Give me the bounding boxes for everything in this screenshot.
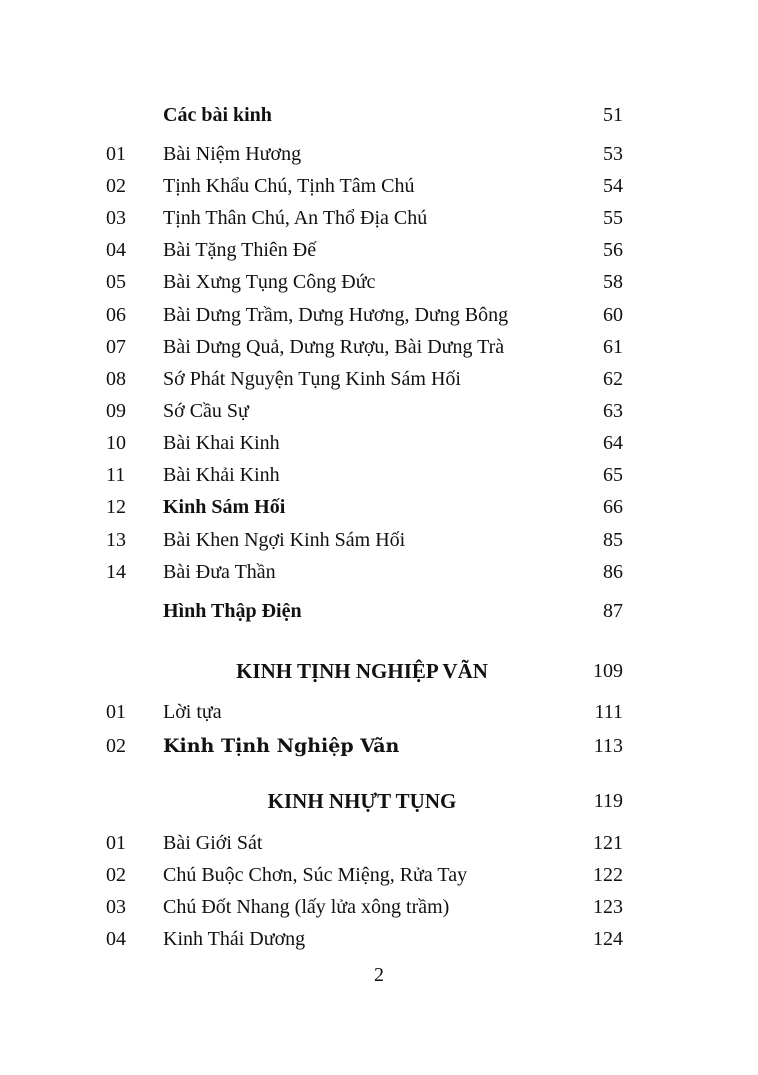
toc-entry-page: 66 xyxy=(603,496,623,518)
section-heading xyxy=(0,785,758,817)
toc-entry-title: Tịnh Thân Chú, An Thổ Địa Chú xyxy=(163,207,428,229)
toc-group-title: Các bài kinh xyxy=(163,104,272,126)
toc-entry-page: 56 xyxy=(603,239,623,261)
toc-entry-number: 02 xyxy=(106,175,126,197)
toc-entry-number: 11 xyxy=(106,464,126,486)
toc-entry xyxy=(0,300,758,330)
toc-entry-title: Bài Dưng Quả, Dưng Rượu, Bài Dưng Trà xyxy=(163,336,505,358)
toc-entry xyxy=(0,364,758,394)
toc-entry xyxy=(0,267,758,297)
toc-entry-title: Bài Đưa Thần xyxy=(163,561,276,583)
toc-entry-number: 03 xyxy=(106,896,126,918)
toc-entry-title: Tịnh Khẩu Chú, Tịnh Tâm Chú xyxy=(163,175,415,197)
toc-trailer-page: 87 xyxy=(603,600,623,622)
toc-entry-page: 124 xyxy=(593,928,623,950)
toc-entry-page: 121 xyxy=(593,832,623,854)
toc-trailer xyxy=(0,596,758,626)
toc-group-heading xyxy=(0,100,758,130)
toc-entry-page: 123 xyxy=(593,896,623,918)
toc-entry xyxy=(0,892,758,922)
toc-entry-page: 53 xyxy=(603,143,623,165)
toc-entry xyxy=(0,731,758,761)
toc-entry xyxy=(0,860,758,890)
toc-entry-title: Sớ Cầu Sự xyxy=(163,400,249,422)
toc-entry xyxy=(0,332,758,362)
toc-entry-number: 03 xyxy=(106,207,126,229)
section-page: 119 xyxy=(593,790,623,812)
toc-entry xyxy=(0,139,758,169)
toc-entry-number: 02 xyxy=(106,864,126,886)
toc-entry-number: 02 xyxy=(106,735,126,757)
toc-entry-title: Bài Dưng Trầm, Dưng Hương, Dưng Bông xyxy=(163,304,509,326)
toc-entry-number: 01 xyxy=(106,143,126,165)
toc-entry-title: Bài Tặng Thiên Đế xyxy=(163,239,317,261)
toc-entry-page: 55 xyxy=(603,207,623,229)
toc-entry xyxy=(0,171,758,201)
toc-entry-title: Bài Khen Ngợi Kinh Sám Hối xyxy=(163,529,406,551)
toc-entry-number: 01 xyxy=(106,701,126,723)
toc-entry-page: 86 xyxy=(603,561,623,583)
toc-entry-page: 54 xyxy=(603,175,623,197)
toc-entry-title: Bài Khải Kinh xyxy=(163,464,280,486)
toc-entry-page: 62 xyxy=(603,368,623,390)
toc-entry-page: 64 xyxy=(603,432,623,454)
toc-entry-title: Sớ Phát Nguyện Tụng Kinh Sám Hối xyxy=(163,368,461,390)
toc-entry-number: 06 xyxy=(106,304,126,326)
toc-entry xyxy=(0,697,758,727)
toc-entry xyxy=(0,525,758,555)
toc-entry-number: 07 xyxy=(106,336,126,358)
toc-entry-page: 113 xyxy=(593,735,623,757)
toc-entry xyxy=(0,460,758,490)
toc-entry-number: 01 xyxy=(106,832,126,854)
toc-entry xyxy=(0,396,758,426)
toc-entry-number: 08 xyxy=(106,368,126,390)
toc-entry-title: Lời tựa xyxy=(163,701,222,723)
page-number: 2 xyxy=(374,964,384,986)
toc-entry-number: 10 xyxy=(106,432,126,454)
toc-entry xyxy=(0,428,758,458)
toc-entry-title: Bài Xưng Tụng Công Đức xyxy=(163,271,376,293)
toc-entry-number: 05 xyxy=(106,271,126,293)
section-page: 109 xyxy=(593,660,623,682)
toc-entry xyxy=(0,203,758,233)
toc-entry xyxy=(0,492,758,522)
toc-entry-title: Bài Giới Sát xyxy=(163,832,263,854)
toc-trailer-title: Hình Thập Điện xyxy=(163,600,302,622)
toc-entry-title: Chú Đốt Nhang (lấy lửa xông trầm) xyxy=(163,896,450,918)
toc-group-page: 51 xyxy=(603,104,623,126)
toc-entry-title: Kinh Thái Dương xyxy=(163,928,306,950)
toc-entry xyxy=(0,924,758,954)
toc-entry-title: Bài Khai Kinh xyxy=(163,432,280,454)
toc-entry-page: 111 xyxy=(594,701,623,723)
toc-entry-page: 122 xyxy=(593,864,623,886)
section-heading xyxy=(0,655,758,687)
toc-entry-page: 60 xyxy=(603,304,623,326)
toc-entry-page: 65 xyxy=(603,464,623,486)
toc-entry-page: 63 xyxy=(603,400,623,422)
toc-entry-title: Kinh Sám Hối xyxy=(163,496,286,518)
toc-entry-number: 09 xyxy=(106,400,126,422)
toc-entry-number: 04 xyxy=(106,928,126,950)
toc-entry xyxy=(0,235,758,265)
section-title: KINH NHỰT TỤNG xyxy=(267,789,457,813)
toc-entry-title: Bài Niệm Hương xyxy=(163,143,302,165)
toc-entry-number: 04 xyxy=(106,239,126,261)
toc-entry-title: Chú Buộc Chơn, Súc Miệng, Rửa Tay xyxy=(163,864,468,886)
toc-entry xyxy=(0,557,758,587)
toc-entry-number: 14 xyxy=(106,561,126,583)
toc-entry-number: 13 xyxy=(106,529,126,551)
toc-entry-page: 61 xyxy=(603,336,623,358)
toc-entry-page: 58 xyxy=(603,271,623,293)
toc-entry-page: 85 xyxy=(603,529,623,551)
section-title: KINH TỊNH NGHIỆP VÃN xyxy=(236,659,488,683)
toc-entry-title: Kinh Tịnh Nghiệp Vãn xyxy=(163,735,400,757)
toc-entry-number: 12 xyxy=(106,496,126,518)
toc-entry xyxy=(0,828,758,858)
